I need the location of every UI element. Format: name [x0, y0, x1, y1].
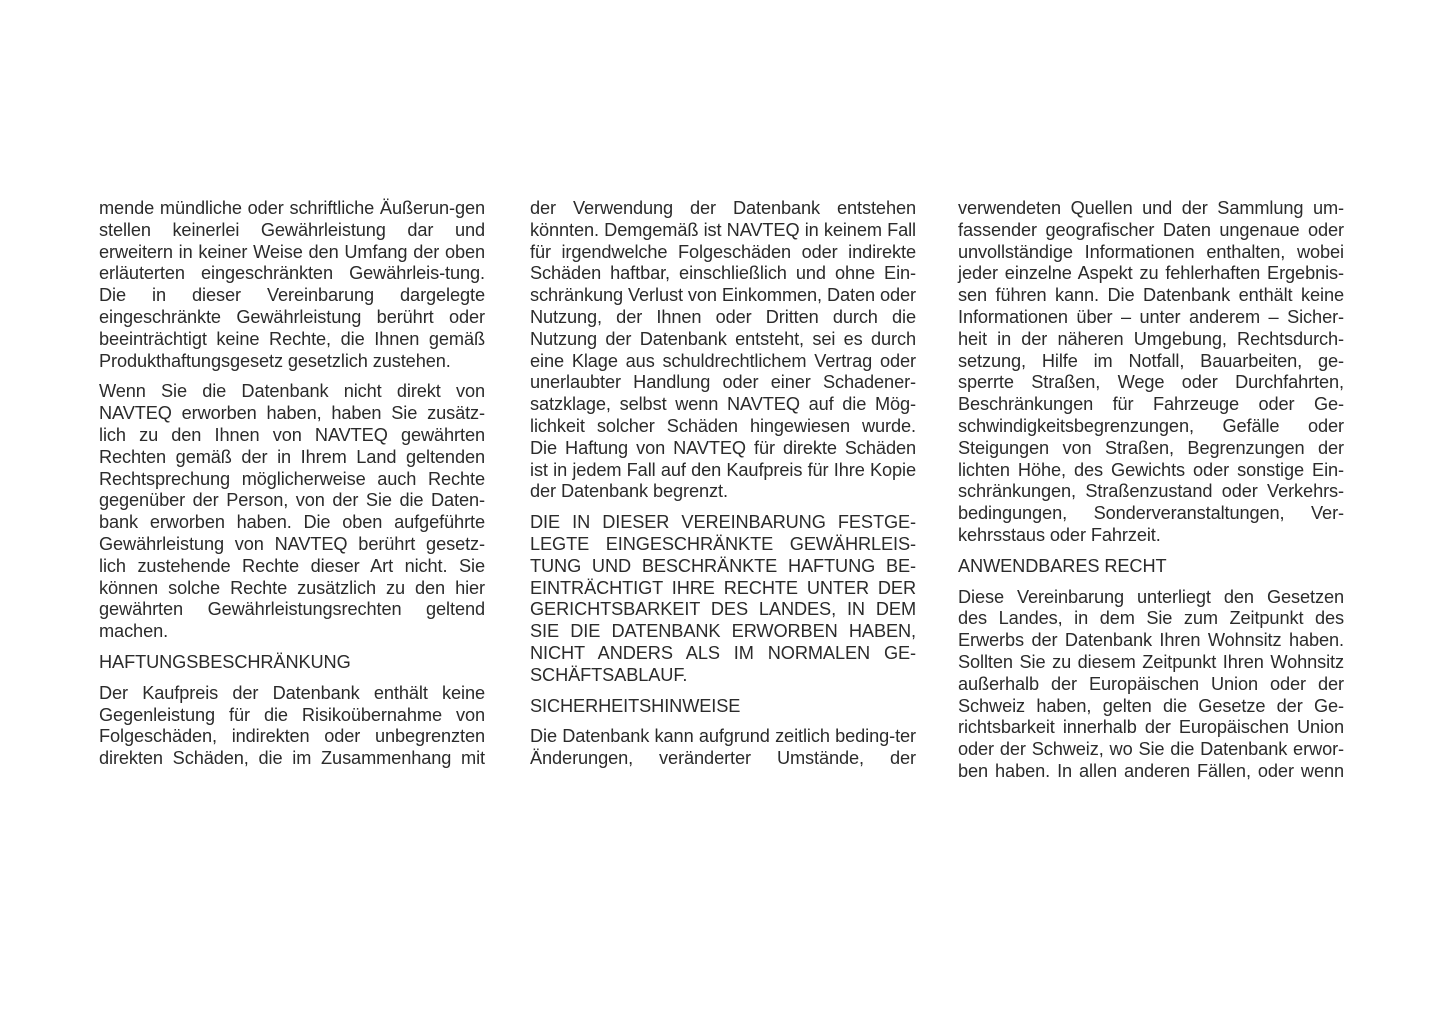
section-heading-safety: SICHERHEITSHINWEISE — [530, 695, 741, 716]
text-column-left — [99, 198, 485, 770]
text-column-right — [958, 198, 1344, 783]
paragraph-third-party-rights: Wenn Sie die Datenbank nicht direkt von NAVTEQ erworben haben, haben Sie zusätz-lich zu den Ihnen von NAVTEQ gewährten Rechten gemäß der in Ihrem Land geltenden Rechtsprechung möglicherweise auch Rechte gegenüber der Person, von der Sie die Daten-bank erworben haben. Die oben aufgeführte Gewährleistung von NAVTEQ berührt gesetz-lich zustehende Rechte dieser Art nicht. Sie können solche Rechte zusätzlich zu den hier gewährten Gewährleistungsrechten geltend machen. — [99, 381, 485, 642]
paragraph-liability-intro: Der Kaufpreis der Datenbank enthält keine Gegenleistung für die Risikoübernahme von Folgeschäden, indirekten oder unbegrenzten direkten Schäden, die im Zusammenhang mit — [99, 682, 485, 769]
paragraph-safety-details: verwendeten Quellen und der Sammlung um-fassender geografischer Daten ungenaue oder unvollständige Informationen enthalten, wobei jeder einzelne Aspekt zu fehlerhaften Ergebnis-sen führen kann. Die Datenbank enthält keine Informationen über – unter anderem – Sicher-heit in der näheren Umgebung, Rechtsdurch-setzung, Hilfe im Notfall, Bauarbeiten, ge-sperrte Straßen, Wege oder Durchfahrten, Beschränkungen für Fahrzeuge oder Ge-schwindigkeitsbegrenzungen, Gefälle oder Steigungen von Straßen, Begrenzungen der lichten Höhe, des Gewichts oder sonstige Ein-schränkungen, Straßenzustand oder Verkehrs-bedingungen, Sonderveranstaltungen, Ver-kehrsstaus oder Fahrzeit. — [958, 198, 1344, 545]
paragraph-warranty-statements: mende mündliche oder schriftliche Äußerun-gen stellen keinerlei Gewährleistung dar und erweitern in keiner Weise den Umfang der oben erläuterten eingeschränkten Gewährleis-tung. Die in dieser Vereinbarung dargelegte eingeschränkte Gewährleistung berührt oder beeinträchtigt keine Rechte, die Ihnen gemäß Produkthaftungsgesetz gesetzlich zustehen. — [99, 198, 485, 371]
section-heading-liability: HAFTUNGSBESCHRÄNKUNG — [99, 651, 351, 672]
section-heading-applicable-law: ANWENDBARES RECHT — [958, 555, 1167, 576]
paragraph-safety-intro: Die Datenbank kann aufgrund zeitlich beding-ter Änderungen, veränderter Umstände, der — [530, 726, 916, 769]
paragraph-applicable-law: Diese Vereinbarung unterliegt den Gesetzen des Landes, in dem Sie zum Zeitpunkt des Erwerbs der Datenbank Ihren Wohnsitz haben. Sollten Sie zu diesem Zeitpunkt Ihren Wohnsitz außerhalb der Europäischen Union oder der Schweiz haben, gelten die Gesetze der Ge-richtsbarkeit innerhalb der Europäischen Union oder der Schweiz, wo Sie die Datenbank erwor-ben haben. In allen anderen Fällen, oder wenn — [958, 586, 1344, 781]
paragraph-liability-details: der Verwendung der Datenbank entstehen könnten. Demgemäß ist NAVTEQ in keinem Fall für irgendwelche Folgeschäden oder indirekte Schäden haftbar, einschließlich und ohne Ein-schränkung Verlust von Einkommen, Daten oder Nutzung, der Ihnen oder Dritten durch die Nutzung der Datenbank entsteht, sei es durch eine Klage aus schuldrechtlichem Vertrag oder unerlaubter Handlung oder einer Schadener-satzklage, selbst wenn NAVTEQ auf die Mög-lichkeit solcher Schäden hingewiesen wurde. Die Haftung von NAVTEQ für direkte Schäden ist in jedem Fall auf den Kaufpreis für Ihre Kopie der Datenbank begrenzt. — [530, 198, 916, 502]
text-column-middle — [530, 198, 916, 770]
paragraph-uppercase-disclaimer: DIE IN DIESER VEREINBARUNG FESTGE-LEGTE EINGESCHRÄNKTE GEWÄHRLEIS-TUNG UND BESCHRÄNKTE HAFTUNG BE-EINTRÄCHTIGT IHRE RECHTE UNTER DER GERICHTSBARKEIT DES LANDES, IN DEM SIE DIE DATENBANK ERWORBEN HABEN, NICHT ANDERS ALS IM NORMALEN GE-SCHÄFTSABLAUF. — [530, 512, 916, 685]
